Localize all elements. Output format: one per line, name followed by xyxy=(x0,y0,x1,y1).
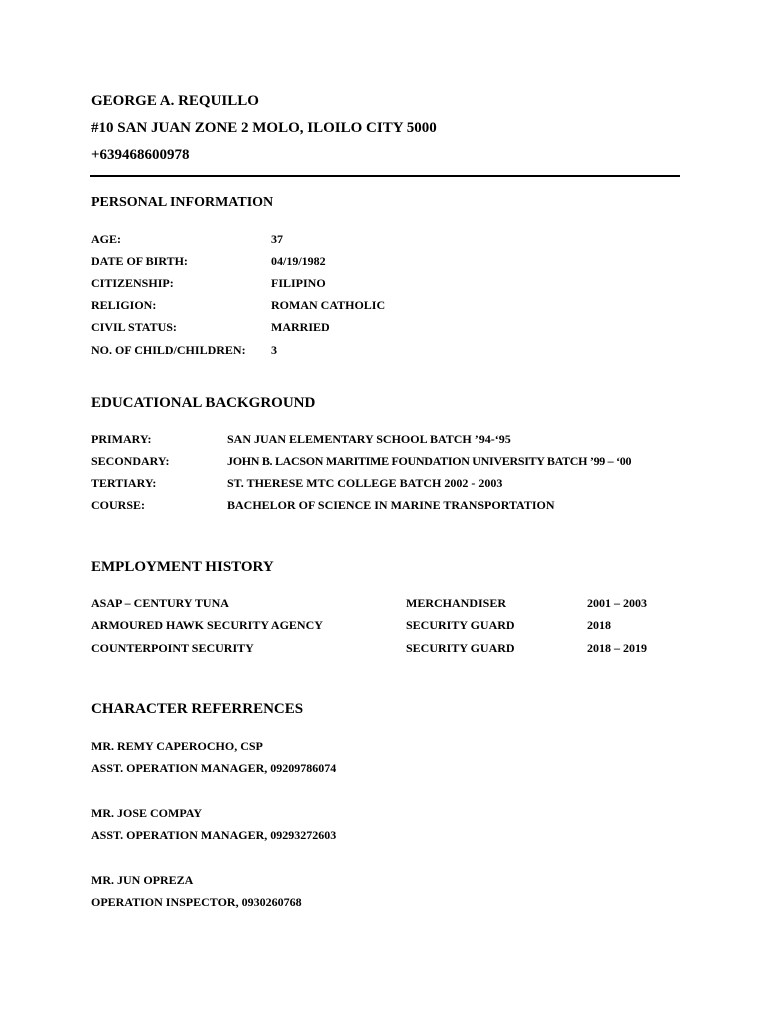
citizenship-label: CITIZENSHIP: xyxy=(91,276,174,290)
religion-label: RELIGION: xyxy=(91,298,157,312)
applicant-phone: +639468600978 xyxy=(91,147,190,163)
references-title: CHARACTER REFERRENCES xyxy=(91,701,304,717)
education-title: EDUCATIONAL BACKGROUND xyxy=(91,395,316,411)
tertiary-label: TERTIARY: xyxy=(91,476,157,490)
primary-value: SAN JUAN ELEMENTARY SCHOOL BATCH ’94-‘95 xyxy=(227,432,511,446)
employment-title: EMPLOYMENT HISTORY xyxy=(91,559,274,575)
children-label: NO. OF CHILD/CHILDREN: xyxy=(91,343,246,357)
children-value: 3 xyxy=(271,343,277,357)
reference-detail: ASST. OPERATION MANAGER, 09293272603 xyxy=(91,828,337,842)
dob-label: DATE OF BIRTH: xyxy=(91,254,188,268)
secondary-value: JOHN B. LACSON MARITIME FOUNDATION UNIVERSITY BATCH ’99 – ‘00 xyxy=(227,454,632,468)
employment-position: SECURITY GUARD xyxy=(406,641,515,655)
header-divider xyxy=(90,175,680,177)
employment-position: SECURITY GUARD xyxy=(406,618,515,632)
reference-detail: ASST. OPERATION MANAGER, 09209786074 xyxy=(91,761,337,775)
employment-position: MERCHANDISER xyxy=(406,596,507,610)
age-value: 37 xyxy=(271,232,283,246)
employment-company: COUNTERPOINT SECURITY xyxy=(91,641,254,655)
tertiary-value: ST. THERESE MTC COLLEGE BATCH 2002 - 2003 xyxy=(227,476,503,490)
employment-years: 2018 xyxy=(587,618,611,632)
employment-years: 2018 – 2019 xyxy=(587,641,647,655)
reference-name: MR. REMY CAPEROCHO, CSP xyxy=(91,739,263,753)
citizenship-value: FILIPINO xyxy=(271,276,326,290)
personal-info-title: PERSONAL INFORMATION xyxy=(91,195,274,210)
primary-label: PRIMARY: xyxy=(91,432,152,446)
applicant-name: GEORGE A. REQUILLO xyxy=(91,93,259,109)
course-label: COURSE: xyxy=(91,498,146,512)
employment-company: ARMOURED HAWK SECURITY AGENCY xyxy=(91,618,323,632)
dob-value: 04/19/1982 xyxy=(271,254,326,268)
reference-detail: OPERATION INSPECTOR, 0930260768 xyxy=(91,895,302,909)
civil-status-label: CIVIL STATUS: xyxy=(91,320,177,334)
applicant-address: #10 SAN JUAN ZONE 2 MOLO, ILOILO CITY 5000 xyxy=(91,120,437,136)
employment-company: ASAP – CENTURY TUNA xyxy=(91,596,229,610)
age-label: AGE: xyxy=(91,232,121,246)
reference-name: MR. JOSE COMPAY xyxy=(91,806,202,820)
reference-name: MR. JUN OPREZA xyxy=(91,873,194,887)
civil-status-value: MARRIED xyxy=(271,320,330,334)
secondary-label: SECONDARY: xyxy=(91,454,170,468)
employment-years: 2001 – 2003 xyxy=(587,596,647,610)
course-value: BACHELOR OF SCIENCE IN MARINE TRANSPORTATION xyxy=(227,498,555,512)
religion-value: ROMAN CATHOLIC xyxy=(271,298,386,312)
